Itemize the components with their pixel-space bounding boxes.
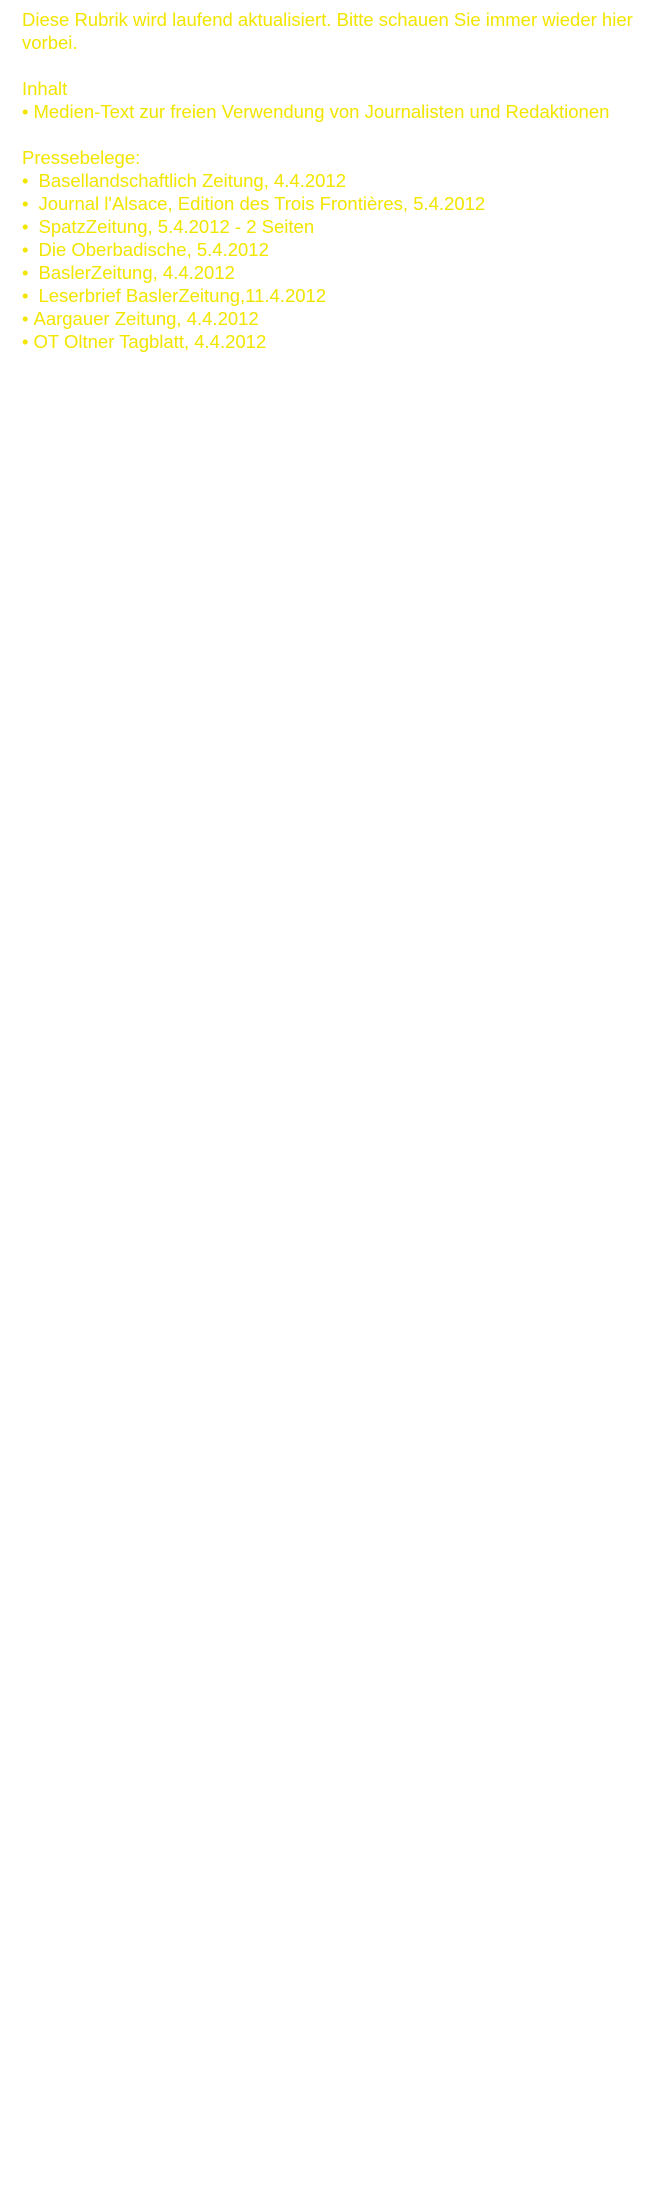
bullet-icon: • [22,170,29,191]
list-item[interactable] [22,169,652,192]
list-item[interactable] [22,215,652,238]
list-item[interactable] [22,238,652,261]
list-item[interactable] [22,192,652,215]
media-text-link[interactable]: Medien-Text zur freien Verwendung von Journalisten und Redaktionen [33,101,610,122]
bullet-icon: • [22,308,29,329]
press-page-content [22,8,652,353]
press-link-basellandschaftlich[interactable]: Basellandschaftlich Zeitung, 4.4.2012 [38,170,346,191]
list-item[interactable] [22,330,652,353]
intro-text: Diese Rubrik wird laufend aktualisiert. Bitte schauen Sie immer wieder hier vorbei. [22,9,633,53]
spacer [22,54,652,77]
bullet-icon: • [22,331,29,352]
list-item[interactable] [22,284,652,307]
pressebelege-heading: Pressebelege: [22,147,141,168]
press-link-leserbrief[interactable]: Leserbrief BaslerZeitung,11.4.2012 [38,285,327,306]
bullet-icon: • [22,101,29,122]
list-item[interactable] [22,307,652,330]
spacer [22,123,652,146]
press-link-oltner-tagblatt[interactable]: OT Oltner Tagblatt, 4.4.2012 [33,331,267,352]
inhalt-list [22,100,652,123]
bullet-icon: • [22,193,29,214]
press-link-oberbadische[interactable]: Die Oberbadische, 5.4.2012 [38,239,269,260]
inhalt-heading: Inhalt [22,78,68,99]
press-link-aargauer-zeitung[interactable]: Aargauer Zeitung, 4.4.2012 [33,308,259,329]
press-link-baslerzeitung[interactable]: BaslerZeitung, 4.4.2012 [38,262,235,283]
bullet-icon: • [22,216,29,237]
press-link-spatzzeitung[interactable]: SpatzZeitung, 5.4.2012 - 2 Seiten [38,216,315,237]
list-item[interactable] [22,100,652,123]
bullet-icon: • [22,262,29,283]
bullet-icon: • [22,239,29,260]
press-link-journal-alsace[interactable]: Journal l'Alsace, Edition des Trois Frontières, 5.4.2012 [38,193,486,214]
pressebelege-list [22,169,652,353]
bullet-icon: • [22,285,29,306]
list-item[interactable] [22,261,652,284]
